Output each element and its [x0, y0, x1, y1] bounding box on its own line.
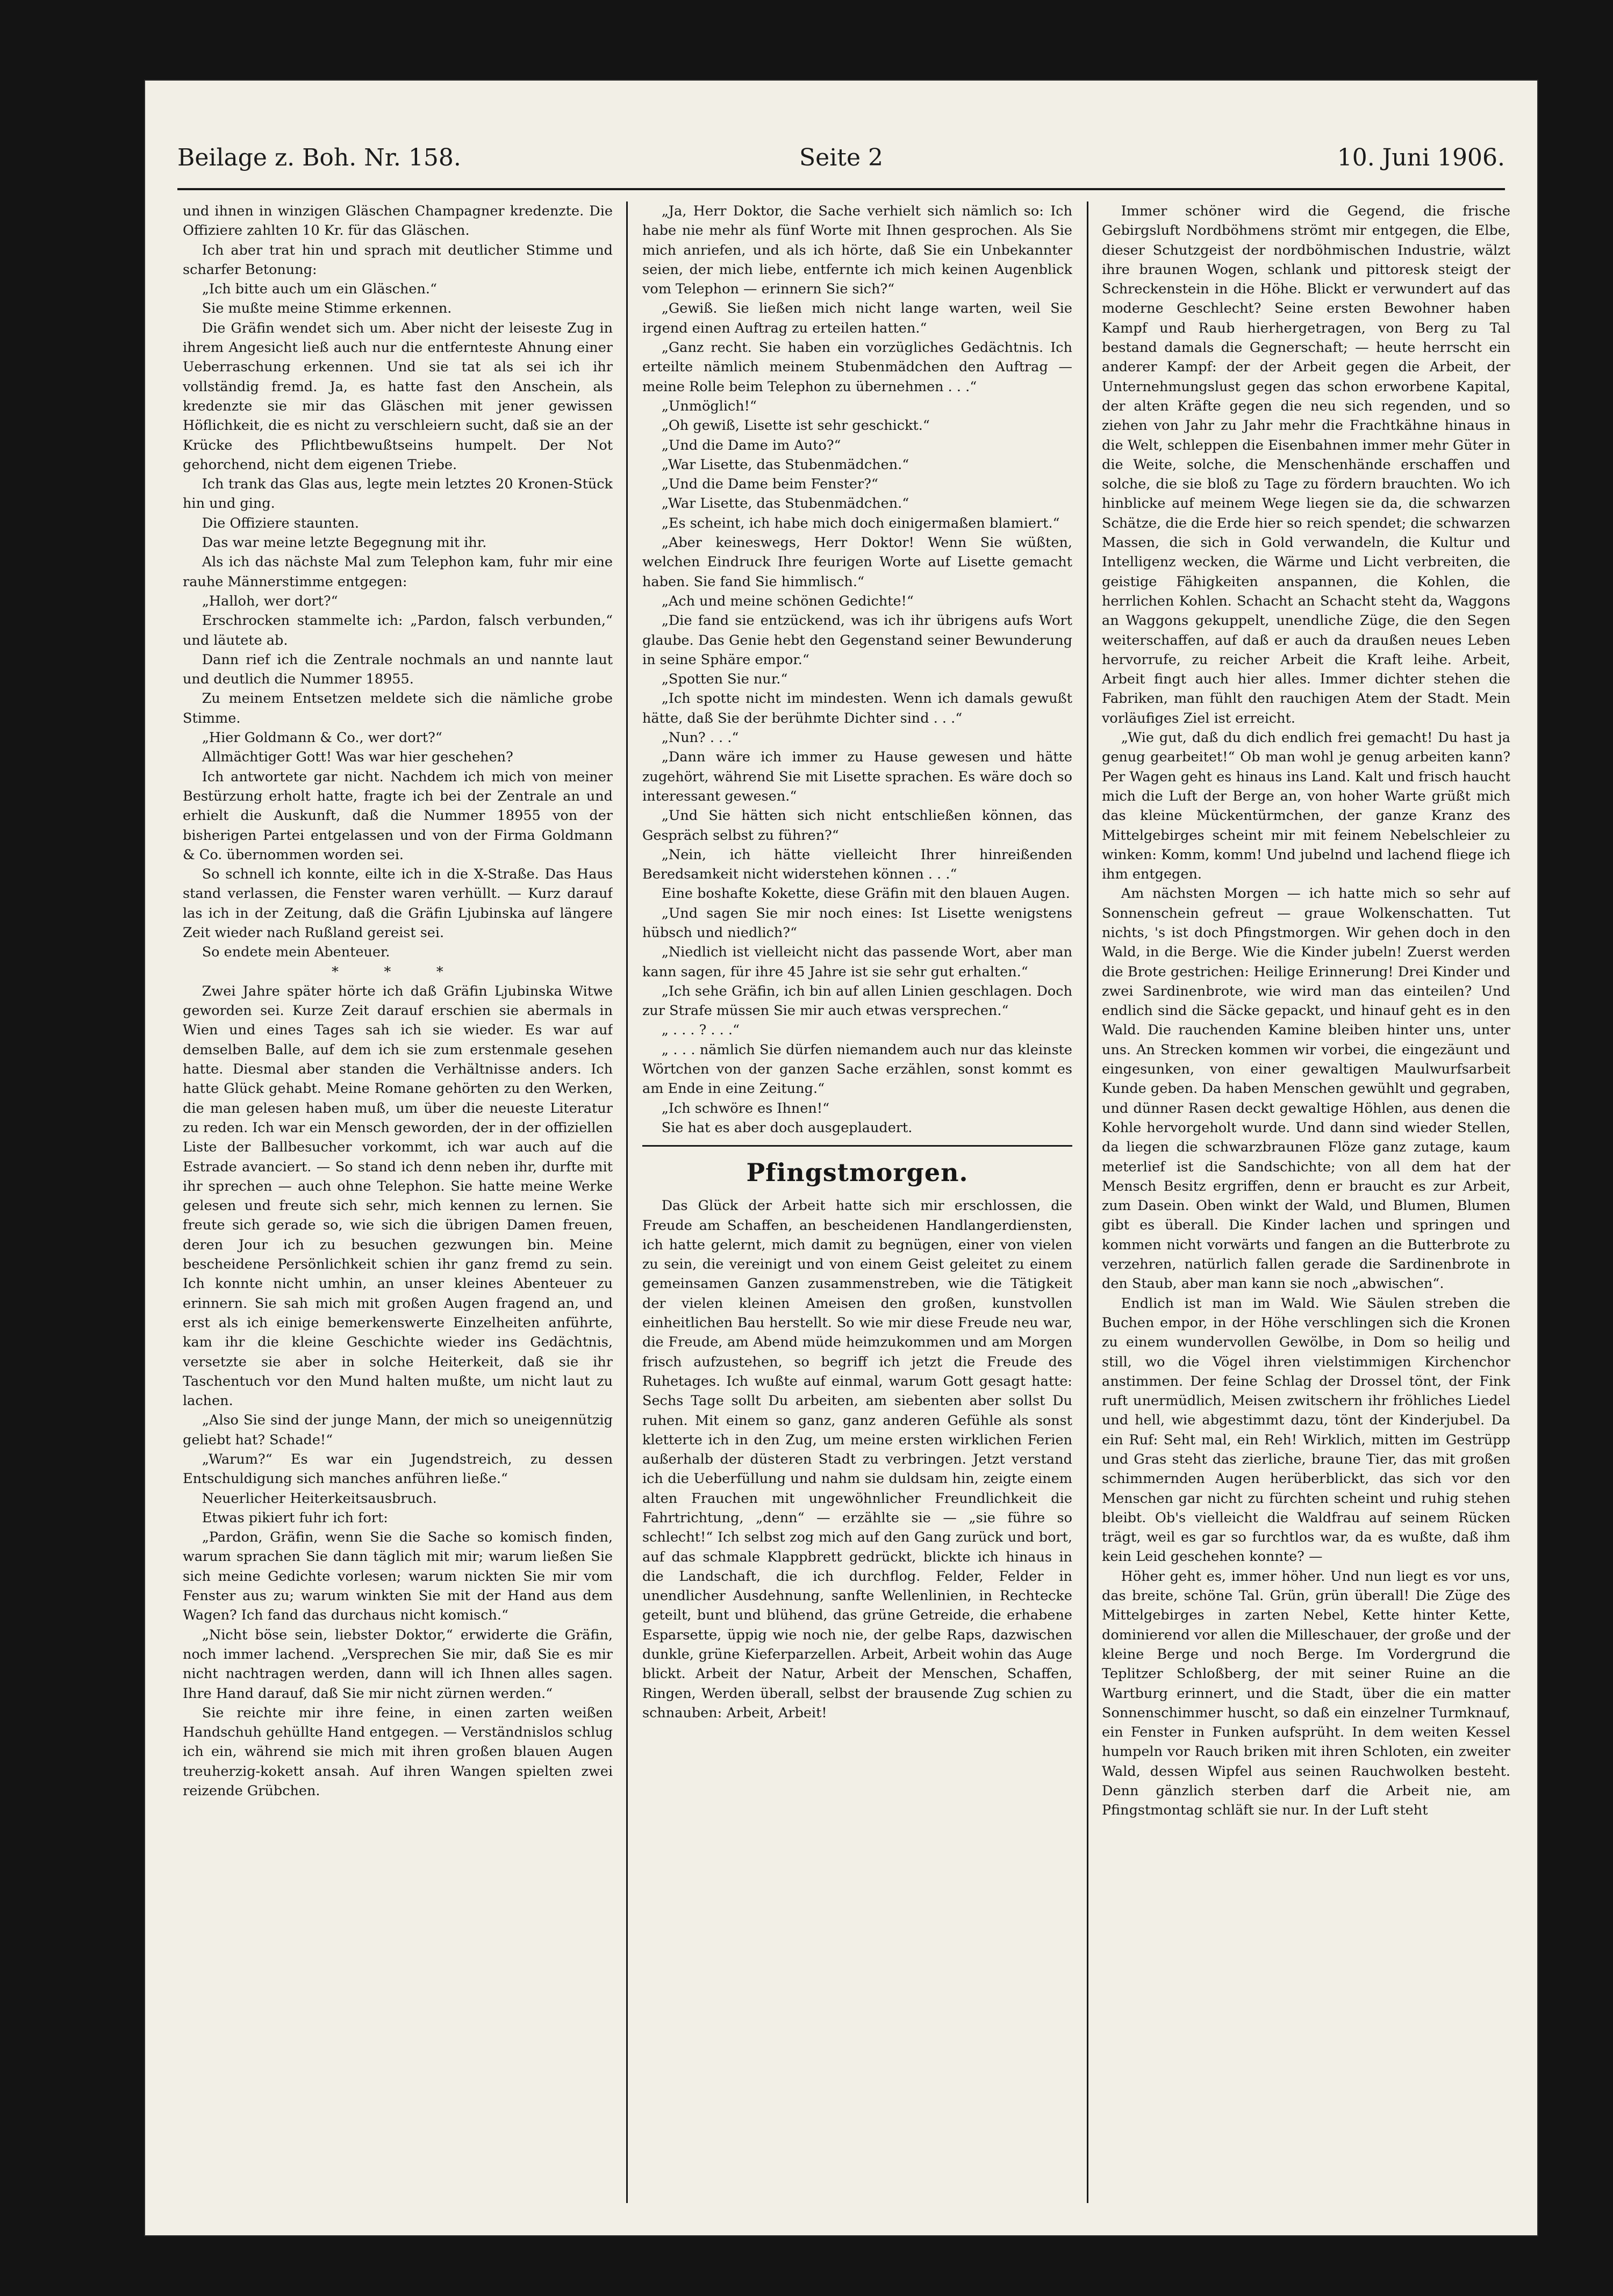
paragraph: „Nun? . . .“: [661, 730, 739, 746]
column-3: [1102, 201, 1510, 2203]
paragraph: Ich antwortete gar nicht. Nachdem ich mich von meiner Bestürzung erholt hatte, fragte ich bei der Zentrale an und erhielt die Auskunft, daß die Nummer 18955 von der bisherigen Partei entgelassen und von der Firma Goldmann & Co. übernommen worden sei.: [183, 768, 613, 863]
paragraph: „Aber keineswegs, Herr Doktor! Wenn Sie wüßten, welchen Eindruck Ihre feurigen Worte auf Lisette gemacht haben. Sie fand Sie himmlisch.“: [642, 535, 1072, 590]
column-divider: [626, 201, 628, 2203]
paragraph: „Halloh, wer dort?“: [202, 593, 338, 609]
paragraph: Höher geht es, immer höher. Und nun liegt es vor uns, das breite, schöne Tal. Grün, grün überall! Die Züge des Mittelgebirges in zarten Nebel, Kette hinter Kette, dominierend vor allen die Milleschauer, der große und der kleine Berge und noch Berge. Im Vordergrund die Teplitzer Schloßberg, der mit seiner Ruine an die Wartburg erinnert, und die Stadt, über die ein matter Sonnenschimmer huscht, so daß ein einzelner Turmknauf, ein Fenster in Funken aufsprüht. In dem weiten Kessel humpeln vor Rauch briken mit ihren Schloten, ein zweiter Wald, dessen Wipfel aus seinen Rauchwolken besteht. Denn gänzlich sterben darf die Arbeit nie, am Pfingstmontag schläft sie nur. In der Luft steht: [1102, 1568, 1510, 1819]
column-2: [642, 201, 1072, 2203]
paragraph: „Oh gewiß, Lisette ist sehr geschickt.“: [661, 418, 930, 434]
paragraph: „Ich schwöre es Ihnen!“: [661, 1100, 830, 1117]
paragraph: Das Glück der Arbeit hatte sich mir erschlossen, die Freude am Schaffen, an bescheidenen Handlangerdiensten, ich hatte gelernt, mich damit zu begnügen, einer von vielen zu sein, die vereinigt und von einem Geist geleitet zu einem gemeinsamen Ganzen zusammenstreben, wie die Tätigkeit der vielen kleinen Ameisen den großen, kunstvollen einheitlichen Bau herstellt. So wie mir diese Freude neu war, die Freude, am Abend müde heimzukommen und am Morgen frisch aufzustehen, so begriff ich jetzt die Freude des Ruhetages. Ich wußte auf einmal, warum Gott gesagt hatte: Sechs Tage sollt Du arbeiten, am siebenten aber sollst Du ruhen. Mit einem so ganz, ganz anderen Gefühle als sonst kletterte ich in den Zug, um meine ersten wirklichen Ferien außerhalb der düsteren Stadt zu verbringen. Jetzt verstand ich die Ueberfüllung und nahm sie duldsam hin, zeigte einem alten Frauchen mit ungewöhnlicher Freundlichkeit die Fahrtrichtung, „denn“ — erzählte sie — „sie führe so schlecht!“ Ich selbst zog mich auf den Gang zurück und bort, auf das schmale Klappbrett gedrückt, blickte ich hinaus in die Landschaft, die ich durchflog. Felder, Felder in unendlicher Ausdehnung, sanfte Wellenlinien, in Rechtecke geteilt, bunt und blühend, das grüne Getreide, die erhabene Esparsette, üppig wie noch nie, der gelbe Raps, dazwischen dunkle, grüne Kieferparzellen. Arbeit, Arbeit wohin das Auge blickt. Arbeit der Natur, Arbeit der Menschen, Schaffen, Ringen, Werden überall, selbst der brausende Zug schien zu schnauben: Arbeit, Arbeit!: [642, 1198, 1072, 1721]
paragraph: „Ach und meine schönen Gedichte!“: [661, 593, 914, 609]
paragraph: „Wie gut, daß du dich endlich frei gemacht! Du hast ja genug gearbeitet!“ Ob man wohl je genug arbeiten kann? Per Wagen geht es hinaus ins Land. Kalt und frisch haucht mich die Luft der Berge an, von hoher Warte grüßt mich das kleine Mückentürmchen, der ganze Kranz des Mittelgebirges scheint mir mit feinem Nebelschleier zu winken: Komm, komm! Und jubelnd und lachend fliege ich ihm entgegen.: [1102, 730, 1510, 883]
column-divider: [1087, 201, 1088, 2203]
header-rule: [177, 188, 1505, 190]
paragraph: Neuerlicher Heiterkeitsausbruch.: [202, 1490, 437, 1507]
paragraph: Sie mußte meine Stimme erkennen.: [202, 300, 452, 317]
paragraph: „Gewiß. Sie ließen mich nicht lange warten, weil Sie irgend einen Auftrag zu erteilen hatten.“: [642, 300, 1072, 336]
paragraph: „Ganz recht. Sie haben ein vorzügliches Gedächtnis. Ich erteilte nämlich meinem Stubenmädchen den Auftrag — meine Rolle beim Telephon zu übernehmen . . .“: [642, 340, 1072, 395]
section-break: * * *: [332, 963, 464, 980]
paragraph: Die Gräfin wendet sich um. Aber nicht der leiseste Zug in ihrem Angesicht ließ auch nur die entfernteste Ahnung einer Ueberraschung erkennen. Und sie tat als sei ich ihr vollständig fremd. Ja, es hatte fast den Anschein, als kredenzte sie mir das Gläschen mit jener gewissen Höflichkeit, die es nicht zu verschleiern sucht, daß sie an der Krücke des Pflichtbewußtseins humpelt. Der Not gehorchend, nicht dem eigenen Triebe.: [183, 320, 613, 473]
paragraph: „Die fand sie entzückend, was ich ihr übrigens aufs Wort glaube. Das Genie hebt den Gegenstand seiner Bewunderung in seine Sphäre empor.“: [642, 613, 1072, 668]
paragraph: Am nächsten Morgen — ich hatte mich so sehr auf Sonnenschein gefreut — graue Wolkenschatten. Tut nichts, 's ist doch Pfingstmorgen. Wir gehen doch in den Wald, in die Berge. Wie die Kinder jubeln! Zuerst werden die Brote gestrichen: Heilige Erinnerung! Drei Kinder und zwei Sardinenbrote, wie wird man das einteilen? Und endlich sind die Säcke gepackt, und hinauf geht es in den Wald. Die rauchenden Kamine bleiben hinter uns, unter uns. An Strecken kommen wir vorbei, die eingezäunt und eingesunken, von einer gewaltigen Maulwurfsarbeit Kunde geben. Da haben Menschen gewühlt und gegraben, und dünner Rasen deckt gewaltige Höhlen, aus denen die Kohle hervorgeholt wurde. Und dann sind wieder Stellen, da liegen die schwarzbraunen Flöze ganz zutage, kaum meterlief ist die Sandschichte; von all dem hat der Mensch Besitz ergriffen, denn er braucht es zur Arbeit, zum Dasein. Oben winkt der Wald, und Blumen, Blumen gibt es überall. Die Kinder lachen und springen und kommen nicht vorwärts und fangen an die Butterbrote zu verzehren, natürlich fallen gerade die Sardinenbrote in den Staub, aber man kann sie noch „abwischen“.: [1102, 886, 1510, 1292]
paragraph: Endlich ist man im Wald. Wie Säulen streben die Buchen empor, in der Höhe verschlingen sich die Kronen zu einem wundervollen Gewölbe, in Dom so heilig und still, wo die Vögel ihren vielstimmigen Kirchenchor anstimmen. Der feine Schlag der Drossel tönt, der Fink ruft unermüdlich, Meisen zwitschern ihr fröhliches Liedel und hell, wie abgestimmt dazu, tönt der Kinderjubel. Da ein Ruf: Seht mal, ein Reh! Wirklich, mitten im Gestrüpp und Gras steht das zierliche, braune Tier, das mit großen schimmernden Augen herüberblickt, das sich vor den Menschen gar nicht zu fürchten scheint und ruhig stehen bleibt. Ob's vielleicht die Waldfrau auf seinem Rücken trägt, weil es gar so furchtlos war, da es wußte, daß ihm kein Leid geschehen konnte? —: [1102, 1295, 1510, 1565]
paragraph: „Ich bitte auch um ein Gläschen.“: [202, 281, 438, 298]
paragraph: „Und Sie hätten sich nicht entschließen können, das Gespräch selbst zu führen?“: [642, 808, 1072, 844]
paragraph: „Dann wäre ich immer zu Hause gewesen und hätte zugehört, während Sie mit Lisette sprachen. Es wäre doch so interessant gewesen.“: [642, 749, 1072, 804]
paragraph: „Ja, Herr Doktor, die Sache verhielt sich nämlich so: Ich habe nie mehr als fünf Worte mit Ihnen gesprochen. Als Sie mich anriefen, und als ich hörte, daß Sie ein Unbekannter seien, der mich liebe, entfernte ich mich keinen Augenblick vom Telephon — erinnern Sie sich?“: [642, 203, 1072, 298]
paragraph: Als ich das nächste Mal zum Telephon kam, fuhr mir eine rauhe Männerstimme entgegen:: [183, 554, 613, 590]
paragraph: Ich trank das Glas aus, legte mein letztes 20 Kronen-Stück hin und ging.: [183, 476, 613, 512]
paragraph: „Und die Dame beim Fenster?“: [661, 476, 878, 493]
paragraph: „Warum?“ Es war ein Jugendstreich, zu dessen Entschuldigung sich manches anführen ließe.“: [183, 1451, 613, 1487]
column-1: [183, 201, 613, 2203]
paragraph: Immer schöner wird die Gegend, die frische Gebirgsluft Nordböhmens strömt mir entgegen, die Elbe, dieser Schutzgeist der nordböhmischen Industrie, wälzt ihre braunen Wogen, schlank und pittoresk steigt der Schreckenstein in die Höhe. Blickt er verwundert auf das moderne Geschlecht? Seine ersten Bewohner haben Kampf und Raub hierhergetragen, von Berg zu Tal bestand damals die Gegnerschaft; — heute herrscht ein anderer Kampf: der der Arbeit gegen die Arbeit, der Unternehmungslust gegen das schon erworbene Kapital, der alten Kräfte gegen die neu sich regenden, und so ziehen von Jahr zu Jahr mehr die Frachtkähne hinaus in die Welt, schleppen die Eisenbahnen immer mehr Güter in die Weite, solche, die Menschenhände erschaffen und solche, die sie bloß zu Tage zu fördern brauchten. Wo ich hinblicke auf meinem Wege liegen sie da, die schwarzen Schätze, die die Erde hier so reich spendet; die schwarzen Massen, die sich in Gold verwandeln, die Kultur und Intelligenz wecken, die Wärme und Licht verbreiten, die geistige Fähigkeiten anspannen, die Kohlen, die herrlichen Kohlen. Schacht an Schacht steht da, Waggons an Waggons gekuppelt, unendliche Züge, die den Segen weiterschaffen, auf daß er auch da draußen neues Leben hervorrufe, zu reicher Arbeit die Kraft leihe. Arbeit, Arbeit fingt auch hier alles. Immer dichter stehen die Fabriken, man fühlt den rauchigen Atem der Stadt. Mein vorläufiges Ziel ist erreicht.: [1102, 203, 1510, 726]
paragraph: „ . . . ? . . .“: [661, 1022, 740, 1039]
paragraph: „Ich sehe Gräfin, ich bin auf allen Linien geschlagen. Doch zur Strafe müssen Sie mir auch etwas versprechen.“: [642, 983, 1072, 1019]
paragraph: „Und sagen Sie mir noch eines: Ist Lisette wenigstens hübsch und niedlich?“: [642, 905, 1072, 941]
paragraph: „ . . . nämlich Sie dürfen niemandem auch nur das kleinste Wörtchen von der ganzen Sache erzählen, sonst kommt es am Ende in eine Zeitung.“: [642, 1041, 1072, 1097]
paragraph: Das war meine letzte Begegnung mit ihr.: [202, 535, 487, 551]
paragraph: „Spotten Sie nur.“: [661, 671, 788, 688]
paragraph: „Ich spotte nicht im mindesten. Wenn ich damals gewußt hätte, daß Sie der berühmte Dichter sind . . .“: [642, 690, 1072, 726]
header-date: 10. Juni 1906.: [1337, 144, 1505, 171]
header-page-number: Seite 2: [799, 144, 883, 171]
paragraph: Eine boshafte Kokette, diese Gräfin mit den blauen Augen.: [661, 886, 1070, 902]
paragraph: „Also Sie sind der junge Mann, der mich so uneigennützig geliebt hat? Schade!“: [183, 1412, 613, 1448]
paragraph: Ich aber trat hin und sprach mit deutlicher Stimme und scharfer Betonung:: [183, 242, 613, 278]
paragraph: Allmächtiger Gott! Was war hier geschehen?: [202, 749, 513, 766]
paragraph: Dann rief ich die Zentrale nochmals an und nannte laut und deutlich die Nummer 18955.: [183, 651, 613, 688]
newspaper-page: [145, 81, 1537, 2235]
paragraph: Etwas pikiert fuhr ich fort:: [202, 1509, 388, 1526]
paragraph: Zu meinem Entsetzen meldete sich die nämliche grobe Stimme.: [183, 690, 613, 726]
paragraph: So schnell ich konnte, eilte ich in die X-Straße. Das Haus stand verlassen, die Fenster waren verhüllt. — Kurz darauf las ich in der Zeitung, daß die Gräfin Ljubinska auf längere Zeit wieder nach Rußland gereist sei.: [183, 866, 613, 941]
paragraph: Sie reichte mir ihre feine, in einen zarten weißen Handschuh gehüllte Hand entgegen. — Verständnislos schlug ich ein, während sie mich mit ihren großen blauen Augen treuherzig-kokett ansah. Auf ihren Wangen spielten zwei reizende Grübchen.: [183, 1704, 613, 1800]
paragraph: Erschrocken stammelte ich: „Pardon, falsch verbunden,“ und läutete ab.: [183, 613, 613, 649]
header-issue: Beilage z. Boh. Nr. 158.: [177, 144, 461, 171]
paragraph: „Und die Dame im Auto?“: [661, 437, 841, 454]
paragraph: „Nicht böse sein, liebster Doktor,“ erwiderte die Gräfin, noch immer lachend. „Versprechen Sie mir, daß Sie es mir nicht nachtragen werden, dann will ich Ihnen alles sagen. Ihre Hand darauf, daß Sie mir nicht zürnen werden.“: [183, 1626, 613, 1702]
paragraph: „Es scheint, ich habe mich doch einigermaßen blamiert.“: [661, 515, 1060, 531]
page-header: [177, 144, 1505, 187]
paragraph: Zwei Jahre später hörte ich daß Gräfin Ljubinska Witwe geworden sei. Kurze Zeit darauf erschien sie abermals in Wien und eines Tages sah ich sie wieder. Es war auf demselben Balle, auf dem ich sie zum erstenmale gesehen hatte. Diesmal aber standen die Verhältnisse anders. Ich hatte Glück gehabt. Meine Romane gehörten zu den Werken, die man gelesen haben muß, um über die neueste Literatur zu reden. Ich war ein Mensch geworden, der in der offiziellen Liste der Ballbesucher vorkommt, ich war auch auf die Estrade avanciert. — So stand ich denn neben ihr, durfte mit ihr sprechen — auch ohne Telephon. Sie hatte meine Werke gelesen und freute sich sehr, mich kennen zu lernen. Sie freute sich gerade so, wie sich die übrigen Damen freuen, deren Jour ich zu besuchen gezwungen bin. Meine bescheidene Persönlichkeit schien ihr ganz fremd zu sein. Ich konnte nicht umhin, an unser kleines Abenteuer zu erinnern. Sie sah mich mit großen Augen fragend an, und erst als ich einige bemerkenswerte Einzelheiten anführte, kam ihr die kleine Geschichte wieder ins Gedächtnis, versetzte sie aber in solche Heiterkeit, daß sie ihr Taschentuch vor den Mund halten mußte, um nicht laut zu lachen.: [183, 983, 613, 1409]
paragraph: Die Offiziere staunten.: [202, 515, 359, 531]
paragraph: „Hier Goldmann & Co., wer dort?“: [202, 730, 442, 746]
section-divider: [642, 1145, 1072, 1147]
paragraph: „Niedlich ist vielleicht nicht das passende Wort, aber man kann sagen, für ihre 45 Jahre ist sie sehr gut erhalten.“: [642, 944, 1072, 980]
paragraph: „Pardon, Gräfin, wenn Sie die Sache so komisch finden, warum sprachen Sie dann täglich mit mir; warum ließen Sie sich meine Gedichte vorlesen; warum nickten Sie mir vom Fenster aus zu; warum winkten Sie mit der Hand aus dem Wagen? Ich fand das durchaus nicht komisch.“: [183, 1529, 613, 1624]
paragraph: „Nein, ich hätte vielleicht Ihrer hinreißenden Beredsamkeit nicht widerstehen können . . .“: [642, 846, 1072, 883]
paragraph: „Unmöglich!“: [661, 398, 757, 414]
paragraph: So endete mein Abenteuer.: [202, 944, 390, 961]
paragraph: „War Lisette, das Stubenmädchen.“: [661, 456, 909, 473]
paragraph: und ihnen in winzigen Gläschen Champagner kredenzte. Die Offiziere zahlten 10 Kr. für das Gläschen.: [183, 203, 613, 239]
paragraph: Sie hat es aber doch ausgeplaudert.: [661, 1119, 913, 1136]
article-title: Pfingstmorgen.: [746, 1158, 969, 1187]
paragraph: „War Lisette, das Stubenmädchen.“: [661, 495, 909, 512]
